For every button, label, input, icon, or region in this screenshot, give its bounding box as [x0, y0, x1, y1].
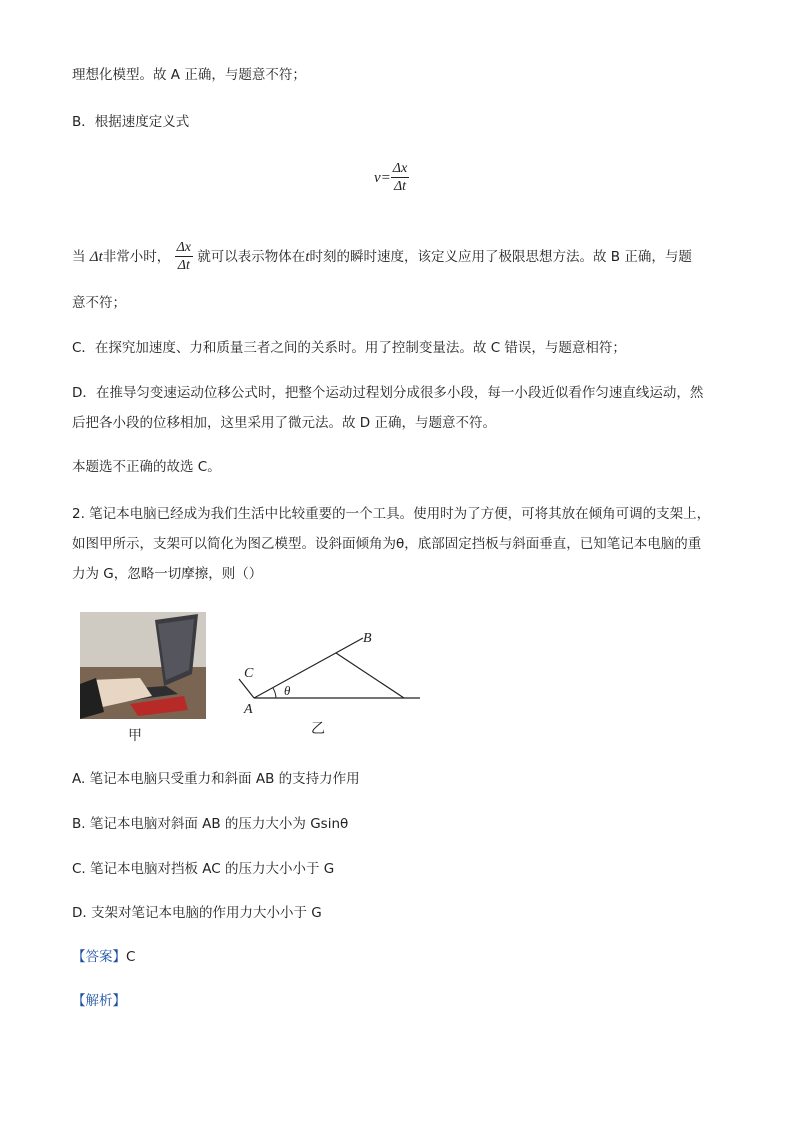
- delta-t-var: Δt: [89, 248, 103, 265]
- formula-lhs: v=: [374, 169, 391, 186]
- option-b-intro: B．根据速度定义式: [72, 114, 190, 130]
- label-theta: θ: [284, 683, 291, 698]
- velocity-formula: [374, 161, 409, 195]
- option-d-line-2: 后把各小段的位移相加，这里采用了微元法。故 D 正确，与题意不符。: [72, 415, 496, 431]
- text-segment: 时刻的瞬时速度，该定义应用了极限思想方法。故 B 正确，与题: [309, 248, 692, 265]
- text-segment: 当: [72, 248, 86, 265]
- incline-ab: [254, 638, 363, 698]
- inline-fraction: [175, 240, 193, 274]
- option-d-line-1: D．在推导匀变速运动位移公式时，把整个运动过程划分成很多小段，每一小段近似看作匀速直线运动，然: [72, 385, 704, 401]
- prev-line-1: 理想化模型。故 A 正确，与题意不符；: [72, 67, 306, 83]
- t-var: t: [305, 248, 310, 265]
- q2-line-3: 力为 G，忽略一切摩擦，则（）: [72, 566, 263, 582]
- option-b-line-2: [72, 240, 692, 274]
- formula-denominator: Δt: [393, 179, 407, 195]
- option-b: B. 笔记本电脑对斜面 AB 的压力大小为 Gsinθ: [72, 816, 349, 832]
- analysis-line: [72, 992, 126, 1011]
- answer-value: C: [126, 949, 136, 965]
- option-c: C. 笔记本电脑对挡板 AC 的压力大小小于 G: [72, 861, 335, 877]
- answer-line: [72, 948, 135, 967]
- analysis-label: 【解析】: [72, 993, 126, 1009]
- figure-jia-caption: 甲: [128, 728, 142, 744]
- option-d: D. 支架对笔记本电脑的作用力大小小于 G: [72, 905, 322, 921]
- text-segment: 就可以表示物体在: [197, 248, 306, 265]
- q2-line-2: 如图甲所示，支架可以简化为图乙模型。设斜面倾角为θ，底部固定挡板与斜面垂直，已知笔记本电脑的重: [72, 536, 702, 552]
- incline-diagram: [230, 620, 430, 720]
- formula-numerator: Δx: [391, 161, 409, 178]
- option-c-line: C．在探究加速度、力和质量三者之间的关系时。用了控制变量法。故 C 错误，与题意相符；: [72, 340, 626, 356]
- inline-numerator: Δx: [175, 240, 193, 257]
- laptop-photo-illustration: [80, 612, 206, 719]
- laptop-photo: [80, 612, 206, 719]
- label-a: A: [244, 702, 253, 717]
- label-c: C: [244, 666, 254, 681]
- formula-fraction: [391, 161, 409, 195]
- answer-label: 【答案】: [72, 949, 126, 965]
- support-rod: [336, 653, 404, 698]
- option-b-line-3: 意不符；: [72, 295, 126, 311]
- text-segment: 非常小时，: [102, 248, 171, 265]
- figure-yi-caption: 乙: [311, 721, 325, 737]
- label-b: B: [363, 631, 372, 646]
- conclusion-line: 本题选不正确的故选 C。: [72, 459, 221, 475]
- inline-denominator: Δt: [177, 258, 190, 274]
- q2-line-1: 2. 笔记本电脑已经成为我们生活中比较重要的一个工具。使用时为了方便，可将其放在倾角可调的支架上，: [72, 506, 711, 522]
- angle-arc: [273, 688, 276, 698]
- option-a: A. 笔记本电脑只受重力和斜面 AB 的支持力作用: [72, 771, 360, 787]
